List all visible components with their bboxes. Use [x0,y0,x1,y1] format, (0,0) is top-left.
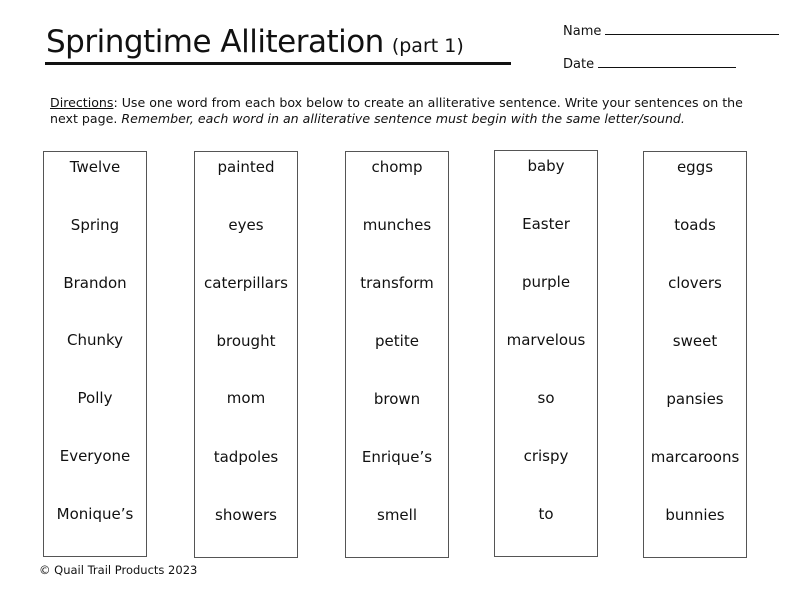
word: toads [674,216,716,234]
word-box-1 [43,151,147,557]
word: brown [373,390,421,408]
name-line[interactable] [605,22,779,35]
word: Spring [70,216,120,234]
word: marcaroons [650,448,740,466]
word: bunnies [665,506,725,524]
word: eggs [676,158,714,176]
word: Everyone [59,447,131,465]
directions-emphasis: Remember, each word in an alliterative sentence must begin with the same letter/sound. [121,111,685,126]
word: Polly [77,389,113,407]
word: to [538,505,554,523]
word: mom [226,389,266,407]
name-field[interactable] [563,22,779,40]
title-part: (part 1) [391,35,464,57]
word: so [537,389,555,407]
word: transform [360,274,434,292]
directions-label: Directions [50,95,114,110]
word: caterpillars [204,274,288,292]
copyright: © Quail Trail Products 2023 [39,563,198,577]
word: brought [216,332,276,350]
date-line[interactable] [598,55,736,68]
word-box-2 [194,151,298,558]
page-title [46,22,464,66]
date-label: Date [563,57,595,72]
word: Easter [522,215,570,233]
title-underline [45,62,511,65]
word: smell [377,506,417,524]
word: Chunky [66,331,124,349]
directions-text: : Use one word from each box below to create an alliterative sentence. Write your sentences on the next page. [50,95,743,126]
date-field[interactable] [563,55,736,73]
word-box-5 [643,151,747,558]
word: purple [521,273,571,291]
word-box-3 [345,151,449,558]
word: sweet [672,332,718,350]
word: Twelve [69,158,121,176]
word: clovers [668,274,722,292]
title-text: Springtime Alliteration [46,24,384,60]
word: munches [362,216,432,234]
word: baby [527,157,565,175]
directions [50,95,750,127]
word: Enrique’s [361,448,433,466]
word: Brandon [63,274,127,292]
word: Monique’s [56,505,134,523]
word: petite [375,332,419,350]
word: eyes [228,216,264,234]
word: showers [215,506,277,524]
name-label: Name [563,24,602,39]
word: painted [217,158,275,176]
word: tadpoles [213,448,279,466]
word: pansies [666,390,724,408]
word: marvelous [506,331,586,349]
word-box-4 [494,150,598,557]
word: crispy [523,447,569,465]
word: chomp [371,158,423,176]
